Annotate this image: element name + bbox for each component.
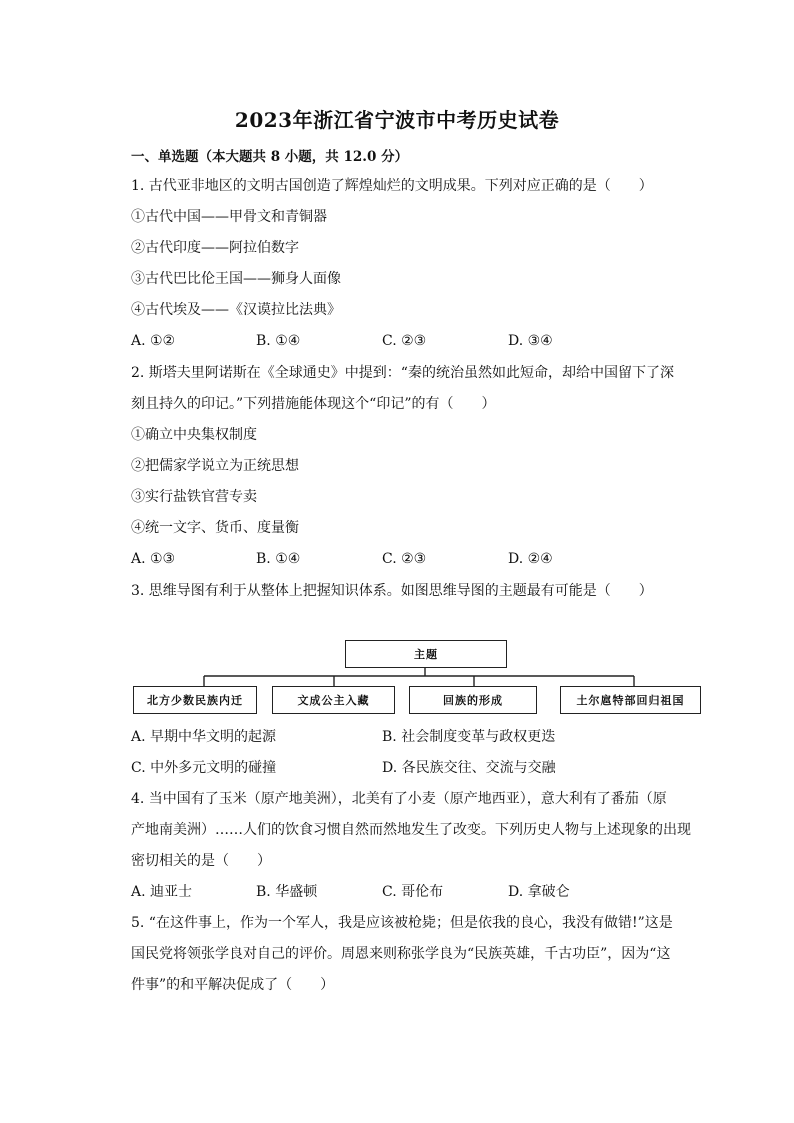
mind-map-node-1: 北方少数民族内迁 [133, 686, 257, 714]
q5-stem-line-3: 件事”的和平解决促成了（ ） [131, 977, 335, 993]
q4-stem-line-1: 4. 当中国有了玉米（原产地美洲），北美有了小麦（原产地西亚），意大利有了番茄（原 [131, 791, 667, 807]
page-title: 2023年浙江省宁波市中考历史试卷 [234, 108, 560, 132]
q2-stem-line-1: 2. 斯塔夫里阿诺斯在《全球通史》中提到：“秦的统治虽然如此短命，却给中国留下了深 [131, 365, 674, 381]
q2-option-d: D. ②④ [508, 551, 553, 567]
q4-option-c: C. 哥伦布 [382, 884, 444, 900]
mind-map-diagram [129, 636, 705, 718]
q2-item-4: ④统一文字、货币、度量衡 [131, 520, 299, 536]
q2-item-3: ③实行盐铁官营专卖 [131, 489, 257, 505]
mind-map-node-4: 土尔扈特部回归祖国 [560, 686, 701, 714]
q1-item-2: ②古代印度——阿拉伯数字 [131, 240, 299, 256]
q4-stem-line-2: 产地南美洲）……人们的饮食习惯自然而然地发生了改变。下列历史人物与上述现象的出现 [131, 822, 691, 838]
q1-item-4: ④古代埃及——《汉谟拉比法典》 [131, 302, 341, 318]
mind-map-root-box: 主题 [345, 640, 507, 668]
mind-map-node-2: 文成公主入藏 [272, 686, 395, 714]
q3-option-d: D. 各民族交往、交流与交融 [382, 760, 556, 776]
q1-item-3: ③古代巴比伦王国——狮身人面像 [131, 271, 341, 287]
q3-option-b: B. 社会制度变革与政权更迭 [382, 729, 556, 745]
q4-stem-line-3: 密切相关的是（ ） [131, 853, 271, 869]
q2-stem-line-2: 刻且持久的印记。”下列措施能体现这个“印记”的有（ ） [131, 396, 496, 412]
q4-option-d: D. 拿破仑 [508, 884, 570, 900]
mind-map-node-3: 回族的形成 [409, 686, 537, 714]
q2-item-2: ②把儒家学说立为正统思想 [131, 458, 299, 474]
section-heading: 一、单选题（本大题共 8 小题，共 12.0 分） [131, 149, 409, 165]
q1-option-d: D. ③④ [508, 333, 553, 349]
q1-stem: 1. 古代亚非地区的文明古国创造了辉煌灿烂的文明成果。下列对应正确的是（ ） [131, 178, 653, 194]
q3-stem: 3. 思维导图有利于从整体上把握知识体系。如图思维导图的主题最有可能是（ ） [131, 583, 653, 599]
q2-option-c: C. ②③ [382, 551, 427, 567]
q4-option-b: B. 华盛顿 [256, 884, 318, 900]
q3-option-c: C. 中外多元文明的碰撞 [131, 760, 277, 776]
q1-option-c: C. ②③ [382, 333, 427, 349]
q2-option-b: B. ①④ [256, 551, 301, 567]
q1-item-1: ①古代中国——甲骨文和青铜器 [131, 209, 327, 225]
q5-stem-line-2: 国民党将领张学良对自己的评价。周恩来则称张学良为“民族英雄，千古功臣”，因为“这 [131, 946, 671, 962]
q5-stem-line-1: 5. “在这件事上，作为一个军人，我是应该被枪毙；但是依我的良心，我没有做错!”这是 [131, 915, 673, 931]
q4-option-a: A. 迪亚士 [131, 884, 193, 900]
q2-item-1: ①确立中央集权制度 [131, 427, 257, 443]
q1-option-a: A. ①② [131, 333, 176, 349]
q1-option-b: B. ①④ [256, 333, 301, 349]
q3-option-a: A. 早期中华文明的起源 [131, 729, 277, 745]
q2-option-a: A. ①③ [131, 551, 176, 567]
